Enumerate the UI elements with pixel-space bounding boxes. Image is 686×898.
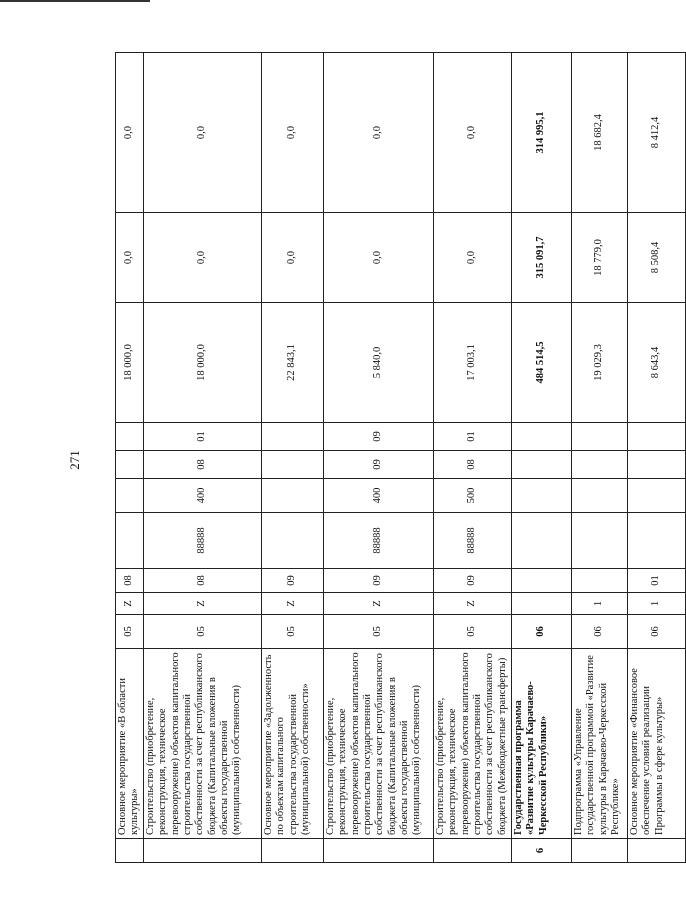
- code-cell: 6: [511, 839, 571, 863]
- table-row: [143, 53, 261, 863]
- code-cell: 400: [323, 479, 433, 513]
- code-cell: [116, 839, 144, 863]
- code-cell: [116, 451, 144, 479]
- amount-cell: 22 843,1: [261, 303, 323, 423]
- code-cell: 09: [323, 423, 433, 451]
- code-cell: [511, 423, 571, 451]
- code-cell: [571, 569, 627, 593]
- code-cell: [571, 839, 627, 863]
- code-cell: [433, 839, 511, 863]
- amount-cell: 8 643,4: [627, 303, 685, 423]
- code-cell: [143, 839, 261, 863]
- table-row: [627, 53, 685, 863]
- table-row: [571, 53, 627, 863]
- amount-cell: 314 995,1: [511, 53, 571, 213]
- amount-cell: 19 029,3: [571, 303, 627, 423]
- code-cell: 08: [143, 569, 261, 593]
- table-row: [261, 53, 323, 863]
- code-cell: 09: [261, 569, 323, 593]
- table-row: [323, 53, 433, 863]
- code-cell: [571, 451, 627, 479]
- code-cell: [627, 423, 685, 451]
- code-cell: 06: [511, 615, 571, 649]
- row-name-cell: Подпрограмма «Управление государственной программой «Развитие культуры в Карачаево-Черкесской Республике»: [571, 649, 627, 839]
- code-cell: 05: [143, 615, 261, 649]
- amount-cell: 18 000,0: [143, 303, 261, 423]
- page-number: 271: [67, 450, 82, 470]
- amount-cell: 18 000,0: [116, 303, 144, 423]
- code-cell: 05: [116, 615, 144, 649]
- table-row: [511, 53, 571, 863]
- amount-cell: 0,0: [116, 213, 144, 303]
- code-cell: 08: [116, 569, 144, 593]
- amount-cell: 0,0: [116, 53, 144, 213]
- code-cell: Z: [261, 593, 323, 615]
- code-cell: [261, 839, 323, 863]
- row-name-cell: Основное мероприятие «Финансовое обеспечение условий реализации Программы в сфере культуры»: [627, 649, 685, 839]
- amount-cell: 0,0: [433, 213, 511, 303]
- code-cell: Z: [143, 593, 261, 615]
- code-cell: 01: [627, 569, 685, 593]
- amount-cell: 0,0: [433, 53, 511, 213]
- code-cell: 06: [627, 615, 685, 649]
- code-cell: [261, 423, 323, 451]
- code-cell: 01: [143, 423, 261, 451]
- amount-cell: 18 682,4: [571, 53, 627, 213]
- code-cell: [511, 479, 571, 513]
- code-cell: 09: [323, 569, 433, 593]
- row-name-cell: Основное мероприятие «В области культуры»: [116, 649, 144, 839]
- budget-table: [115, 52, 686, 863]
- code-cell: 88888: [323, 513, 433, 569]
- code-cell: 05: [323, 615, 433, 649]
- amount-cell: 0,0: [323, 53, 433, 213]
- code-cell: [627, 513, 685, 569]
- table-row: [433, 53, 511, 863]
- code-cell: 05: [261, 615, 323, 649]
- scan-edge-mark: [0, 0, 150, 2]
- amount-cell: 0,0: [261, 53, 323, 213]
- row-name-cell: Строительство (приобретение, реконструкция, техническое перевооружение) объектов капитального строительства государственной собственности за счет республиканского бюджета (Капитальные вложения в объекты государственной (муниципальной) собственности): [143, 649, 261, 839]
- code-cell: 01: [433, 423, 511, 451]
- code-cell: [511, 451, 571, 479]
- code-cell: Z: [433, 593, 511, 615]
- rotated-table-container: [115, 53, 665, 863]
- amount-cell: 0,0: [323, 213, 433, 303]
- code-cell: 1: [571, 593, 627, 615]
- amount-cell: 0,0: [143, 53, 261, 213]
- code-cell: 400: [143, 479, 261, 513]
- code-cell: 08: [143, 451, 261, 479]
- code-cell: [116, 479, 144, 513]
- code-cell: 09: [323, 451, 433, 479]
- code-cell: [511, 593, 571, 615]
- code-cell: [261, 513, 323, 569]
- code-cell: [627, 479, 685, 513]
- amount-cell: 8 412,4: [627, 53, 685, 213]
- code-cell: 06: [571, 615, 627, 649]
- amount-cell: 0,0: [143, 213, 261, 303]
- code-cell: 88888: [143, 513, 261, 569]
- code-cell: 88888: [433, 513, 511, 569]
- amount-cell: 17 003,1: [433, 303, 511, 423]
- amount-cell: 8 508,4: [627, 213, 685, 303]
- code-cell: [627, 839, 685, 863]
- row-name-cell: Основное мероприятие «Задолженность по объектам капитального строительства государственной (муниципальной) собственности»: [261, 649, 323, 839]
- code-cell: 08: [433, 451, 511, 479]
- table-row: [116, 53, 144, 863]
- code-cell: 1: [627, 593, 685, 615]
- code-cell: [261, 479, 323, 513]
- code-cell: [511, 569, 571, 593]
- row-name-cell: Государственная программа «Развитие культуры Карачаево-Черкесской Республики»: [511, 649, 571, 839]
- amount-cell: 18 779,0: [571, 213, 627, 303]
- code-cell: [323, 839, 433, 863]
- code-cell: [116, 423, 144, 451]
- code-cell: [511, 513, 571, 569]
- code-cell: [571, 513, 627, 569]
- code-cell: [571, 423, 627, 451]
- code-cell: 500: [433, 479, 511, 513]
- code-cell: Z: [323, 593, 433, 615]
- amount-cell: 5 840,0: [323, 303, 433, 423]
- code-cell: [627, 451, 685, 479]
- code-cell: [116, 513, 144, 569]
- amount-cell: 0,0: [261, 213, 323, 303]
- code-cell: Z: [116, 593, 144, 615]
- code-cell: [261, 451, 323, 479]
- code-cell: 05: [433, 615, 511, 649]
- row-name-cell: Строительство (приобретение, реконструкция, техническое перевооружение) объектов капитального строительства государственной собственности за счет республиканского бюджета (Капитальные вложения в объекты государственной (муниципальной) собственности): [323, 649, 433, 839]
- amount-cell: 484 514,5: [511, 303, 571, 423]
- amount-cell: 315 091,7: [511, 213, 571, 303]
- code-cell: 09: [433, 569, 511, 593]
- code-cell: [571, 479, 627, 513]
- row-name-cell: Строительство (приобретение, реконструкция, техническое перевооружение) объектов капитального строительства государственной собственности за счет республиканского бюджета (Межбюджетные трансферты): [433, 649, 511, 839]
